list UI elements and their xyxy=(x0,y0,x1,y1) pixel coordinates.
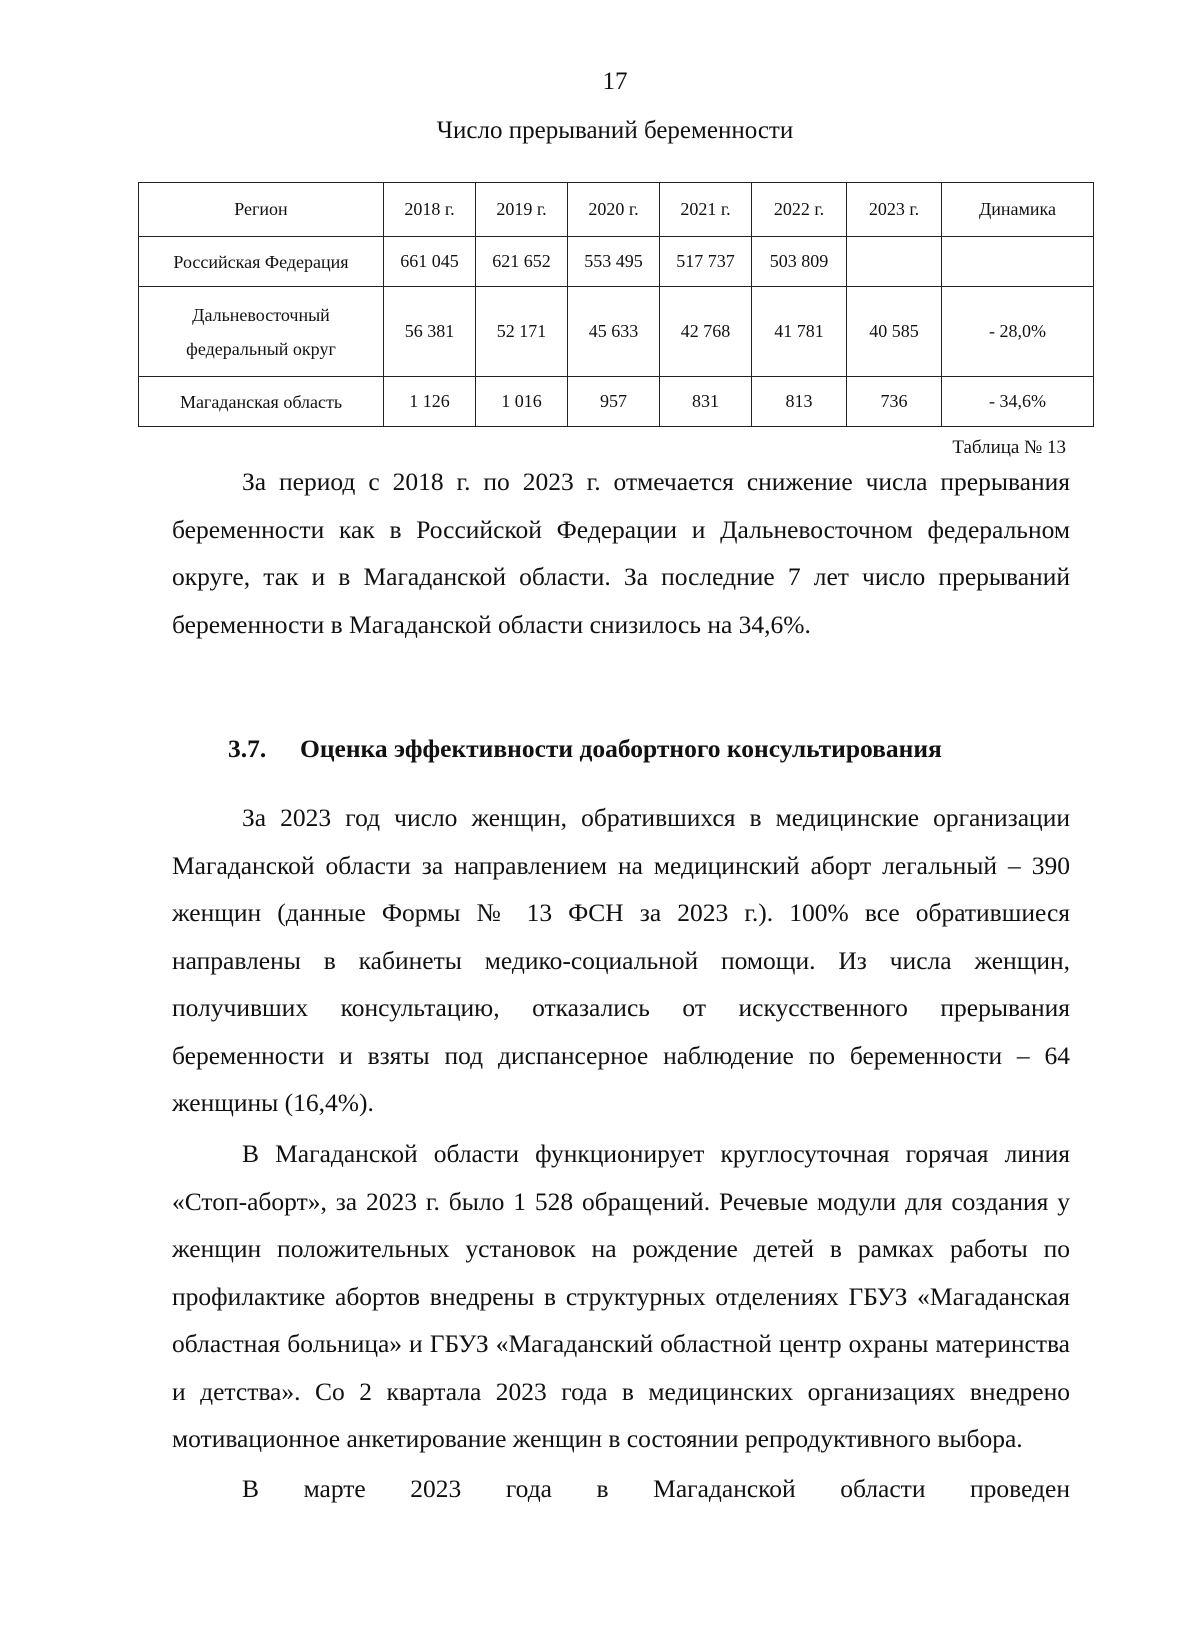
table-cell: 831 xyxy=(660,377,752,427)
paragraph-3: В Магаданской области функционирует круглосуточная горячая линия «Стоп-аборт», за 2023 г. было 1 528 обращений. Речевые модули для создания у женщин положительных установок на рождение детей в рамках работы по профилактике абортов внедрены в структурных отделениях ГБУЗ «Магаданская областная больница» и ГБУЗ «Магаданский областной центр охраны материнства и детства». Со 2 квартала 2023 года в медицинских организациях внедрено мотивационное анкетирование женщин в состоянии репродуктивного выбора. xyxy=(172,1139,1070,1453)
table-cell: 56 381 xyxy=(384,287,476,377)
header-cell: 2018 г. xyxy=(384,183,476,237)
header-cell: 2021 г. xyxy=(660,183,752,237)
section-number: 3.7. xyxy=(228,734,267,763)
table-cell xyxy=(847,237,942,287)
table-caption: Таблица № 13 xyxy=(952,437,1066,458)
table-cell: 40 585 xyxy=(847,287,942,377)
section-title: Оценка эффективности доабортного консультирования xyxy=(300,734,942,763)
header-cell: 2022 г. xyxy=(752,183,847,237)
table-cell: 42 768 xyxy=(660,287,752,377)
abortion-statistics-table xyxy=(138,182,1094,427)
table-cell: 661 045 xyxy=(384,237,476,287)
table-title: Число прерываний беременности xyxy=(436,117,794,144)
table-cell: - 34,6% xyxy=(942,377,1094,427)
table-cell: 52 171 xyxy=(476,287,568,377)
table-cell: 553 495 xyxy=(568,237,660,287)
table-cell: 813 xyxy=(752,377,847,427)
table-cell: 1 126 xyxy=(384,377,476,427)
table-cell: Магаданская область xyxy=(139,377,384,427)
table-cell: 503 809 xyxy=(752,237,847,287)
table-cell: 957 xyxy=(568,377,660,427)
header-cell: 2019 г. xyxy=(476,183,568,237)
header-cell: 2020 г. xyxy=(568,183,660,237)
table-cell: 41 781 xyxy=(752,287,847,377)
table-row xyxy=(139,287,1094,377)
paragraph-1: За период с 2018 г. по 2023 г. отмечается снижение числа прерывания беременности как в Российской Федерации и Дальневосточном федеральном округе, так и в Магаданской области. За последние 7 лет число прерываний беременности в Магаданской области снизилось на 34,6%. xyxy=(172,467,1070,639)
table-cell: Дальневосточный федеральный округ xyxy=(139,287,384,377)
table-cell xyxy=(942,237,1094,287)
table-cell: 621 652 xyxy=(476,237,568,287)
section-heading xyxy=(228,734,942,764)
table-row xyxy=(139,237,1094,287)
table-cell: - 28,0% xyxy=(942,287,1094,377)
paragraph-2: За 2023 год число женщин, обратившихся в медицинские организации Магаданской области за направлением на медицинский аборт легальный – 390 женщин (данные Формы № 13 ФСН за 2023 г.). 100% все обратившиеся направлены в кабинеты медико-социальной помощи. Из числа женщин, получивших консультацию, отказались от искусственного прерывания беременности и взяты под диспансерное наблюдение по беременности – 64 женщины (16,4%). xyxy=(172,803,1070,1117)
table-cell: 517 737 xyxy=(660,237,752,287)
header-cell: Динамика xyxy=(942,183,1094,237)
table-cell: 1 016 xyxy=(476,377,568,427)
table-cell: 45 633 xyxy=(568,287,660,377)
paragraph-4: В марте 2023 года в Магаданской области проведен xyxy=(242,1474,1070,1503)
header-cell: 2023 г. xyxy=(847,183,942,237)
table-row xyxy=(139,377,1094,427)
page-number: 17 xyxy=(602,68,628,95)
header-cell: Регион xyxy=(139,183,384,237)
table-header-row xyxy=(139,183,1094,237)
table-cell: Российская Федерация xyxy=(139,237,384,287)
table-cell: 736 xyxy=(847,377,942,427)
